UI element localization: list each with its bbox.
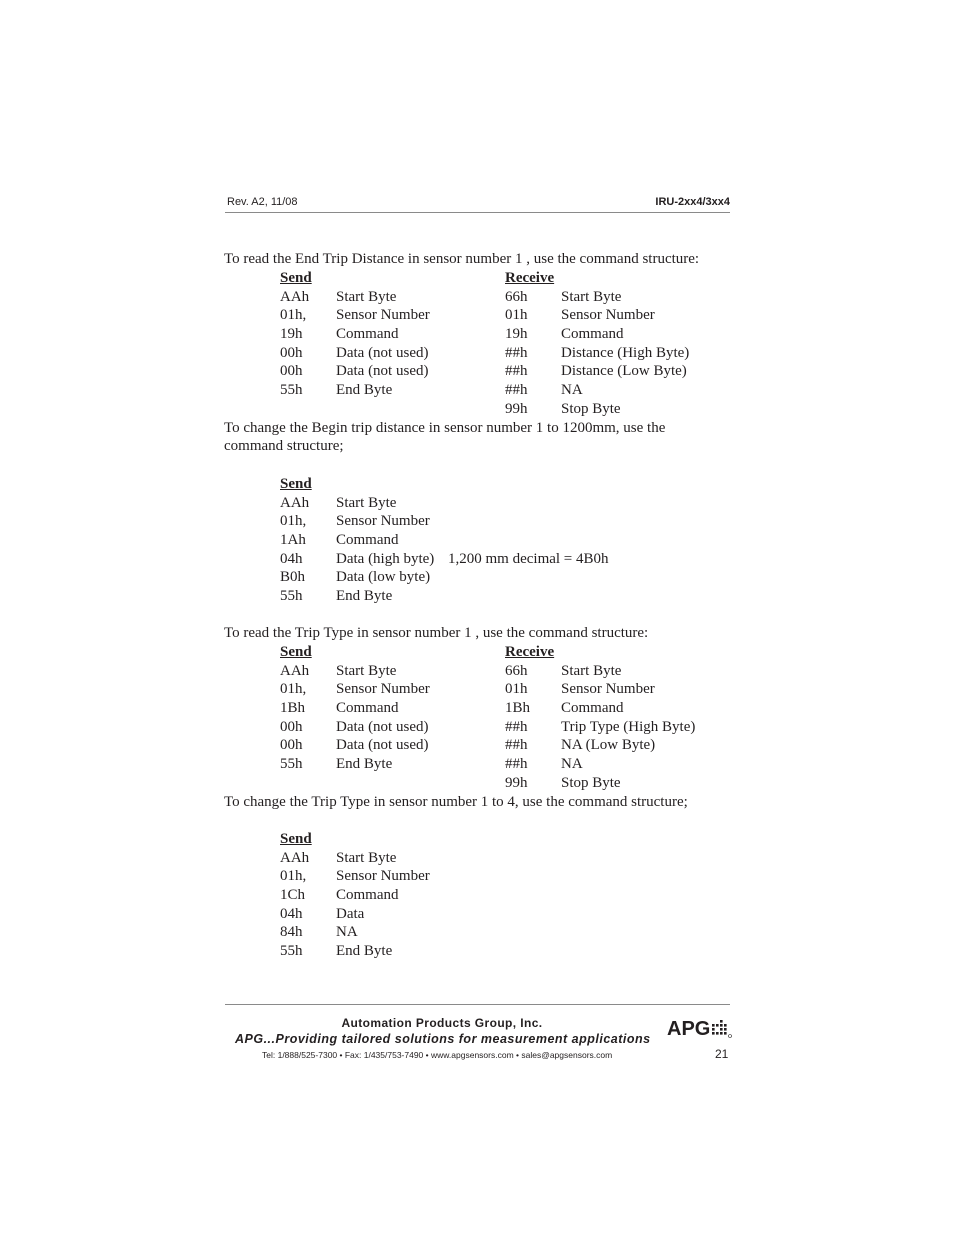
hex-code: 1Ah (280, 532, 306, 549)
byte-description: End Byte (336, 756, 393, 773)
byte-description: NA (561, 382, 583, 399)
byte-description: Command (336, 700, 399, 717)
hex-code: 19h (505, 326, 528, 343)
hex-code: 1Ch (280, 887, 306, 904)
table-row (280, 494, 730, 513)
table-row (505, 736, 730, 755)
byte-description: Data (not used) (336, 718, 429, 735)
table-row (505, 680, 730, 699)
hex-code: ##h (505, 756, 528, 773)
table-row (505, 718, 730, 737)
byte-description: Stop Byte (561, 400, 621, 417)
hex-code: ##h (505, 344, 528, 361)
page-number: 21 (715, 1047, 729, 1061)
company-name: Automation Products Group, Inc. (341, 1016, 543, 1030)
byte-description: Sensor Number (336, 513, 430, 530)
byte-description: Sensor Number (336, 681, 430, 698)
hex-code: 66h (505, 662, 528, 679)
footer-rule (225, 1004, 730, 1005)
section3-send-table (280, 643, 500, 774)
revision-label: Rev. A2, 11/08 (227, 196, 298, 208)
table-row (280, 699, 500, 718)
table-row (280, 344, 500, 363)
byte-description: Start Byte (561, 288, 622, 305)
hex-code: 55h (280, 588, 303, 605)
hex-code: 19h (280, 326, 303, 343)
section2-intro-line1: To change the Begin trip distance in sensor number 1 to 1200mm, use the (224, 420, 666, 436)
table-row (280, 886, 500, 905)
byte-description: Start Byte (336, 662, 397, 679)
table-row (280, 867, 500, 886)
send-heading: Send (280, 831, 312, 847)
table-row (280, 942, 500, 961)
byte-description: NA (561, 756, 583, 773)
byte-description: Start Byte (336, 494, 397, 511)
section3-intro: To read the Trip Type in sensor number 1 , use the command structure: (224, 625, 649, 641)
hex-code: 01h, (280, 868, 307, 885)
table-row (280, 718, 500, 737)
section3-receive-table (505, 643, 730, 793)
send-heading: Send (280, 476, 312, 492)
section1-send-table (280, 269, 500, 400)
byte-description: Data (low byte) (336, 569, 431, 586)
send-heading: Send (280, 644, 312, 660)
byte-description: Trip Type (High Byte) (561, 718, 696, 735)
hex-code: 04h (280, 550, 303, 567)
hex-code: ##h (505, 363, 528, 380)
hex-code: 55h (280, 382, 303, 399)
table-row (280, 736, 500, 755)
section2-send-rows (280, 494, 730, 606)
section1-receive-rows (505, 288, 730, 419)
hex-code: AAh (280, 288, 310, 305)
footer-company (0, 1016, 954, 1030)
byte-description: Sensor Number (561, 681, 655, 698)
table-row (280, 512, 730, 531)
table-row (505, 774, 730, 793)
table-row (280, 662, 500, 681)
byte-description: Distance (Low Byte) (561, 363, 687, 380)
section4-send-table (280, 830, 500, 961)
byte-description: Start Byte (336, 288, 397, 305)
table-row (505, 362, 730, 381)
byte-description: Command (336, 326, 399, 343)
receive-heading: Receive (505, 270, 555, 286)
hex-code: 99h (505, 774, 528, 791)
hex-code: ##h (505, 737, 528, 754)
section4-send-rows (280, 849, 500, 961)
section3-send-rows (280, 662, 500, 774)
byte-description: Command (336, 532, 399, 549)
table-row (280, 306, 500, 325)
table-row (280, 680, 500, 699)
table-row (505, 344, 730, 363)
model-label: IRU-2xx4/3xx4 (655, 196, 730, 208)
hex-code: 01h, (280, 513, 307, 530)
byte-description: End Byte (336, 943, 393, 960)
byte-description: Command (561, 326, 624, 343)
table-row (505, 381, 730, 400)
byte-description: Data (not used) (336, 363, 429, 380)
byte-description: NA (336, 924, 358, 941)
hex-code: 00h (280, 718, 303, 735)
logo-text: APG (667, 1018, 711, 1040)
section2-send-table (280, 475, 730, 606)
table-row (280, 288, 500, 307)
byte-description: Stop Byte (561, 774, 621, 791)
hex-code: 1Bh (505, 700, 531, 717)
byte-description: End Byte (336, 382, 393, 399)
table-row (505, 699, 730, 718)
table-row (505, 755, 730, 774)
byte-description: Command (336, 887, 399, 904)
byte-description: Data (not used) (336, 344, 429, 361)
byte-description: Sensor Number (336, 868, 430, 885)
hex-code: 00h (280, 363, 303, 380)
hex-code: B0h (280, 569, 306, 586)
hex-code: 00h (280, 737, 303, 754)
byte-description: Command (561, 700, 624, 717)
hex-code: 1Bh (280, 700, 306, 717)
section3-receive-rows (505, 662, 730, 793)
hex-code: 55h (280, 756, 303, 773)
table-row (280, 568, 730, 587)
table-row (280, 325, 500, 344)
section1-intro: To read the End Trip Distance in sensor number 1 , use the command structure: (224, 251, 700, 267)
hex-code: 66h (505, 288, 528, 305)
hex-code: 01h (505, 681, 528, 698)
footer-tagline: APG...Providing tailored solutions for measurement applications (235, 1032, 651, 1046)
table-row (505, 400, 730, 419)
table-row (280, 905, 500, 924)
byte-description: Data (not used) (336, 737, 429, 754)
byte-description: Distance (High Byte) (561, 344, 690, 361)
byte-description: Start Byte (336, 849, 397, 866)
byte-description: Sensor Number (561, 307, 655, 324)
byte-description: Start Byte (561, 662, 622, 679)
apg-logo (667, 1015, 735, 1046)
table-row (280, 587, 730, 606)
table-row (280, 362, 500, 381)
byte-description: NA (Low Byte) (561, 737, 656, 754)
table-row (280, 381, 500, 400)
apg-logo-icon (667, 1015, 735, 1041)
footer-contact: Tel: 1/888/525-7300 • Fax: 1/435/753-7490 • www.apgsensors.com • sales@apgsensors.com (262, 1050, 613, 1060)
table-row (280, 531, 730, 550)
section4-intro: To change the Trip Type in sensor number 1 to 4, use the command structure; (224, 794, 688, 810)
byte-note: 1,200 mm decimal = 4B0h (448, 550, 609, 567)
section1-receive-table (505, 269, 730, 419)
table-row (505, 325, 730, 344)
hex-code: AAh (280, 662, 310, 679)
table-row (280, 923, 500, 942)
hex-code: ##h (505, 382, 528, 399)
section2-intro-line2: command structure; (224, 438, 344, 454)
hex-code: AAh (280, 494, 310, 511)
hex-code: AAh (280, 849, 310, 866)
hex-code: ##h (505, 718, 528, 735)
hex-code: 01h (505, 307, 528, 324)
hex-code: 55h (280, 943, 303, 960)
hex-code: 01h, (280, 307, 307, 324)
byte-description: Sensor Number (336, 307, 430, 324)
header-rule (225, 212, 730, 213)
table-row (280, 755, 500, 774)
byte-description: End Byte (336, 588, 393, 605)
hex-code: 84h (280, 924, 303, 941)
hex-code: 99h (505, 400, 528, 417)
table-row (505, 288, 730, 307)
table-row (280, 849, 500, 868)
table-row (505, 662, 730, 681)
hex-code: 01h, (280, 681, 307, 698)
byte-description: Data (high byte) (336, 550, 435, 567)
table-row (280, 550, 730, 569)
table-row (505, 306, 730, 325)
hex-code: 00h (280, 344, 303, 361)
receive-heading: Receive (505, 644, 555, 660)
hex-code: 04h (280, 905, 303, 922)
send-heading: Send (280, 270, 312, 286)
byte-description: Data (336, 905, 365, 922)
section1-send-rows (280, 288, 500, 400)
